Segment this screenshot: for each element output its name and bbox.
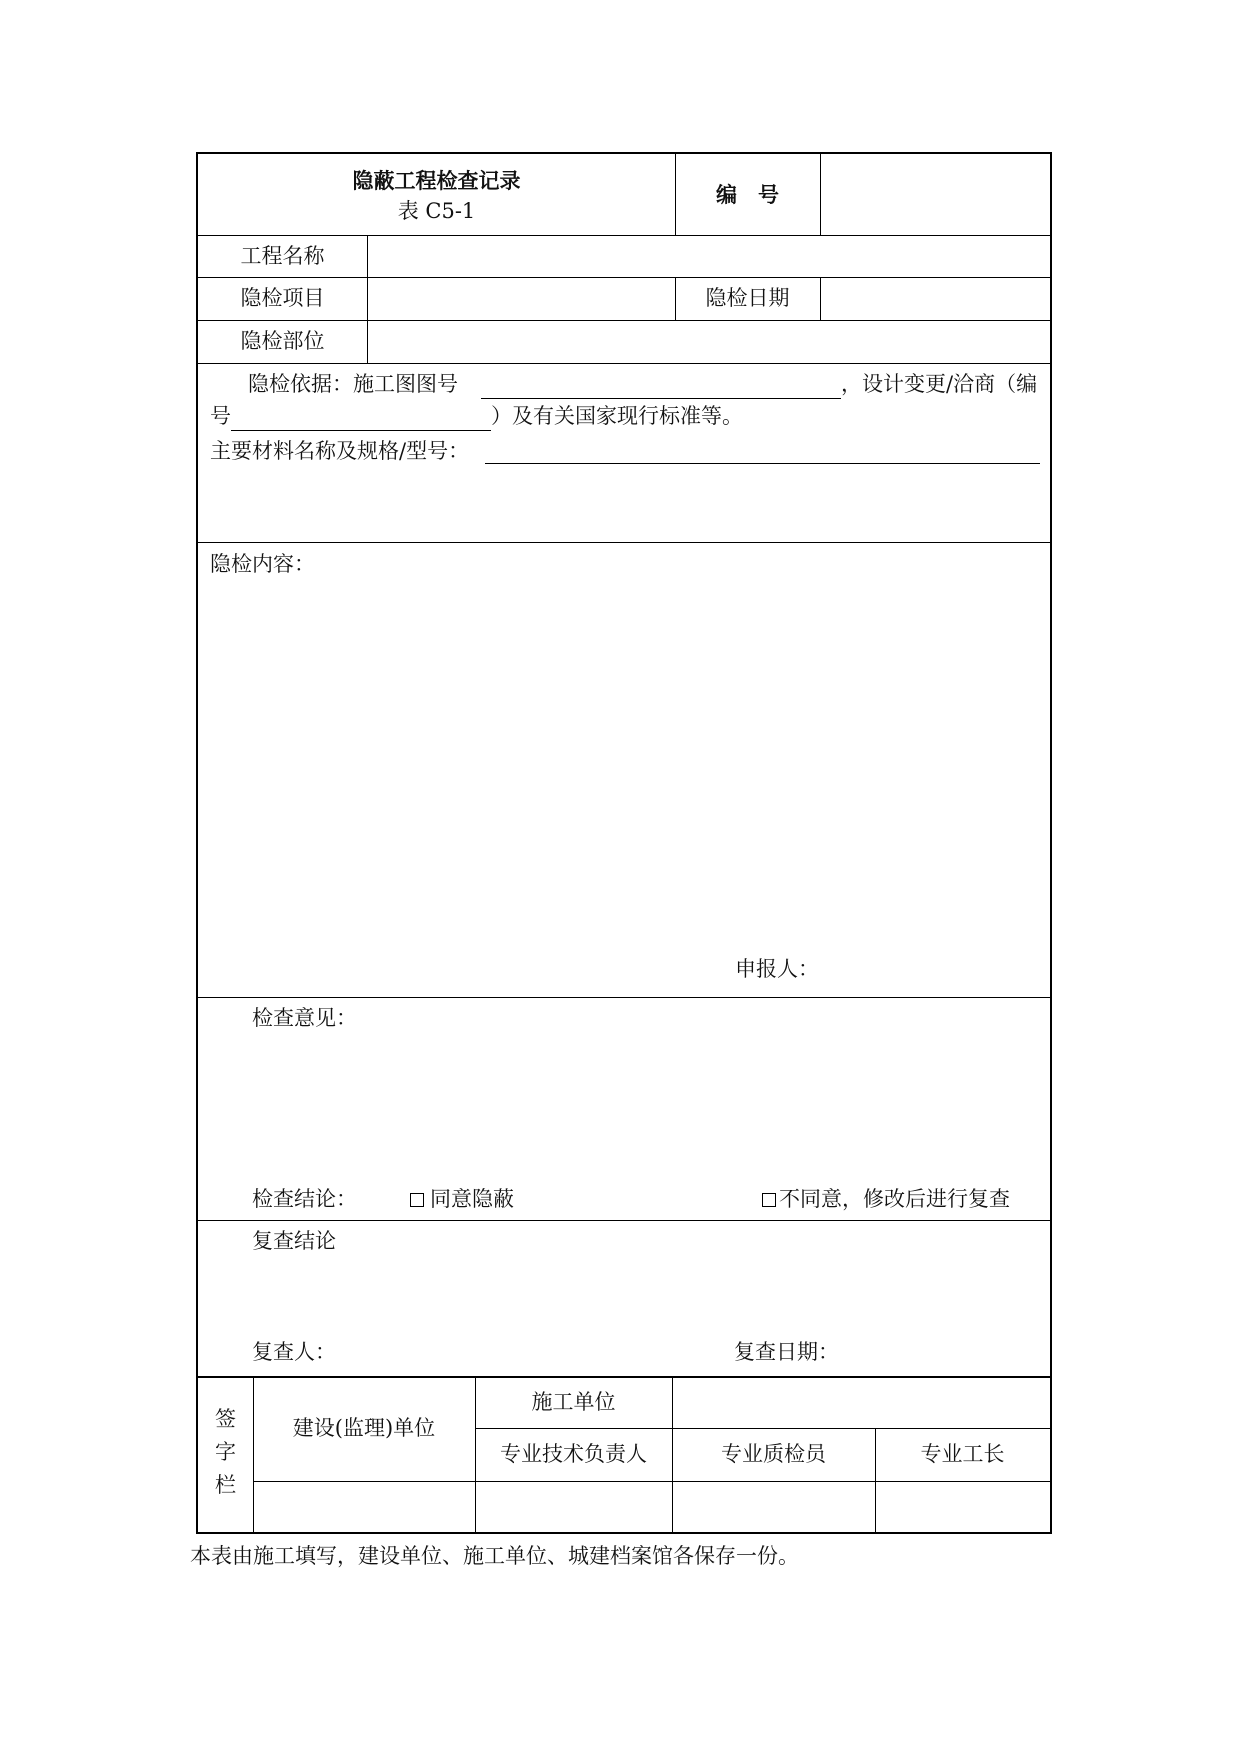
materials-label: 主要材料名称及规格/型号： [210, 439, 470, 463]
option-agree[interactable] [410, 1189, 514, 1210]
change-number-blank[interactable] [231, 430, 491, 431]
signature-char-3: 栏 [215, 1473, 236, 1497]
disagree-checkbox[interactable] [762, 1193, 776, 1207]
basis-line2-suffix: ）及有关国家现行标准等。 [491, 404, 743, 428]
agree-checkbox[interactable] [410, 1193, 424, 1207]
rule-date-v2 [820, 277, 821, 320]
drawing-number-blank[interactable] [481, 398, 841, 399]
contractor-unit-field[interactable] [682, 1392, 1042, 1416]
rule-review-bottom [198, 1376, 1050, 1378]
rule-signature-low [253, 1481, 1050, 1482]
project-name-label: 工程名称 [240, 244, 325, 268]
content-label: 隐检内容： [210, 552, 315, 576]
quality-inspector-label: 专业质检员 [721, 1442, 826, 1466]
reporter-label: 申报人： [735, 957, 819, 981]
foreman-label: 专业工长 [920, 1442, 1005, 1466]
owner-signature-cell[interactable] [258, 1491, 470, 1525]
rule-row-item-bottom [198, 320, 1050, 321]
rule-basis-bottom [198, 542, 1050, 543]
review-conclusion-label: 复查结论 [252, 1229, 336, 1253]
foreman-signature-cell[interactable] [880, 1491, 1045, 1525]
reviewer-label: 复查人： [252, 1340, 336, 1364]
opinion-label: 检查意见： [252, 1006, 357, 1030]
option-disagree-label: 不同意，修改后进行复查 [779, 1187, 1010, 1211]
basis-line1-suffix: ，设计变更/洽商（编 [841, 372, 1038, 396]
owner-unit-label: 建设(监理)单位 [292, 1416, 436, 1440]
review-date-label: 复查日期： [734, 1340, 839, 1364]
inspection-location-field[interactable] [378, 331, 1028, 355]
rule-inspection-bottom [198, 1220, 1050, 1221]
basis-line2-prefix: 号 [210, 404, 231, 428]
inspection-location-label: 隐检部位 [240, 329, 325, 353]
project-name-field[interactable] [378, 246, 1028, 270]
rule-row-name-bottom [198, 277, 1050, 278]
inspection-date-label: 隐检日期 [705, 286, 790, 310]
rule-signature-mid [475, 1428, 1050, 1429]
materials-blank[interactable] [485, 463, 1040, 464]
form-code: 表 C5-1 [397, 199, 476, 223]
footer-note: 本表由施工填写，建设单位、施工单位、城建档案馆各保存一份。 [190, 1544, 799, 1568]
number-label: 编 号 [716, 182, 779, 207]
inspection-date-field[interactable] [830, 288, 1030, 312]
inspection-record-form [196, 152, 1052, 1534]
option-disagree[interactable] [762, 1189, 1010, 1210]
rule-header-v2 [820, 154, 821, 235]
contractor-unit-label: 施工单位 [531, 1390, 616, 1414]
signature-char-1: 签 [215, 1407, 236, 1431]
signature-char-2: 字 [215, 1440, 236, 1464]
basis-line1-prefix: 隐检依据：施工图图号 [248, 372, 458, 396]
tech-lead-label: 专业技术负责人 [500, 1442, 647, 1466]
form-title: 隐蔽工程检查记录 [352, 168, 521, 193]
conclusion-label: 检查结论： [252, 1187, 357, 1211]
tech-lead-signature-cell[interactable] [480, 1491, 667, 1525]
inspection-item-label: 隐检项目 [240, 286, 325, 310]
rule-content-bottom [198, 997, 1050, 998]
rule-row-location-bottom [198, 363, 1050, 364]
number-field[interactable] [830, 184, 1030, 208]
option-agree-label: 同意隐蔽 [430, 1187, 514, 1211]
quality-inspector-signature-cell[interactable] [677, 1491, 870, 1525]
rule-header-bottom [198, 235, 1050, 236]
rule-sign-v1 [253, 1376, 254, 1532]
rule-label-column [367, 235, 368, 363]
inspection-item-field[interactable] [378, 288, 658, 312]
